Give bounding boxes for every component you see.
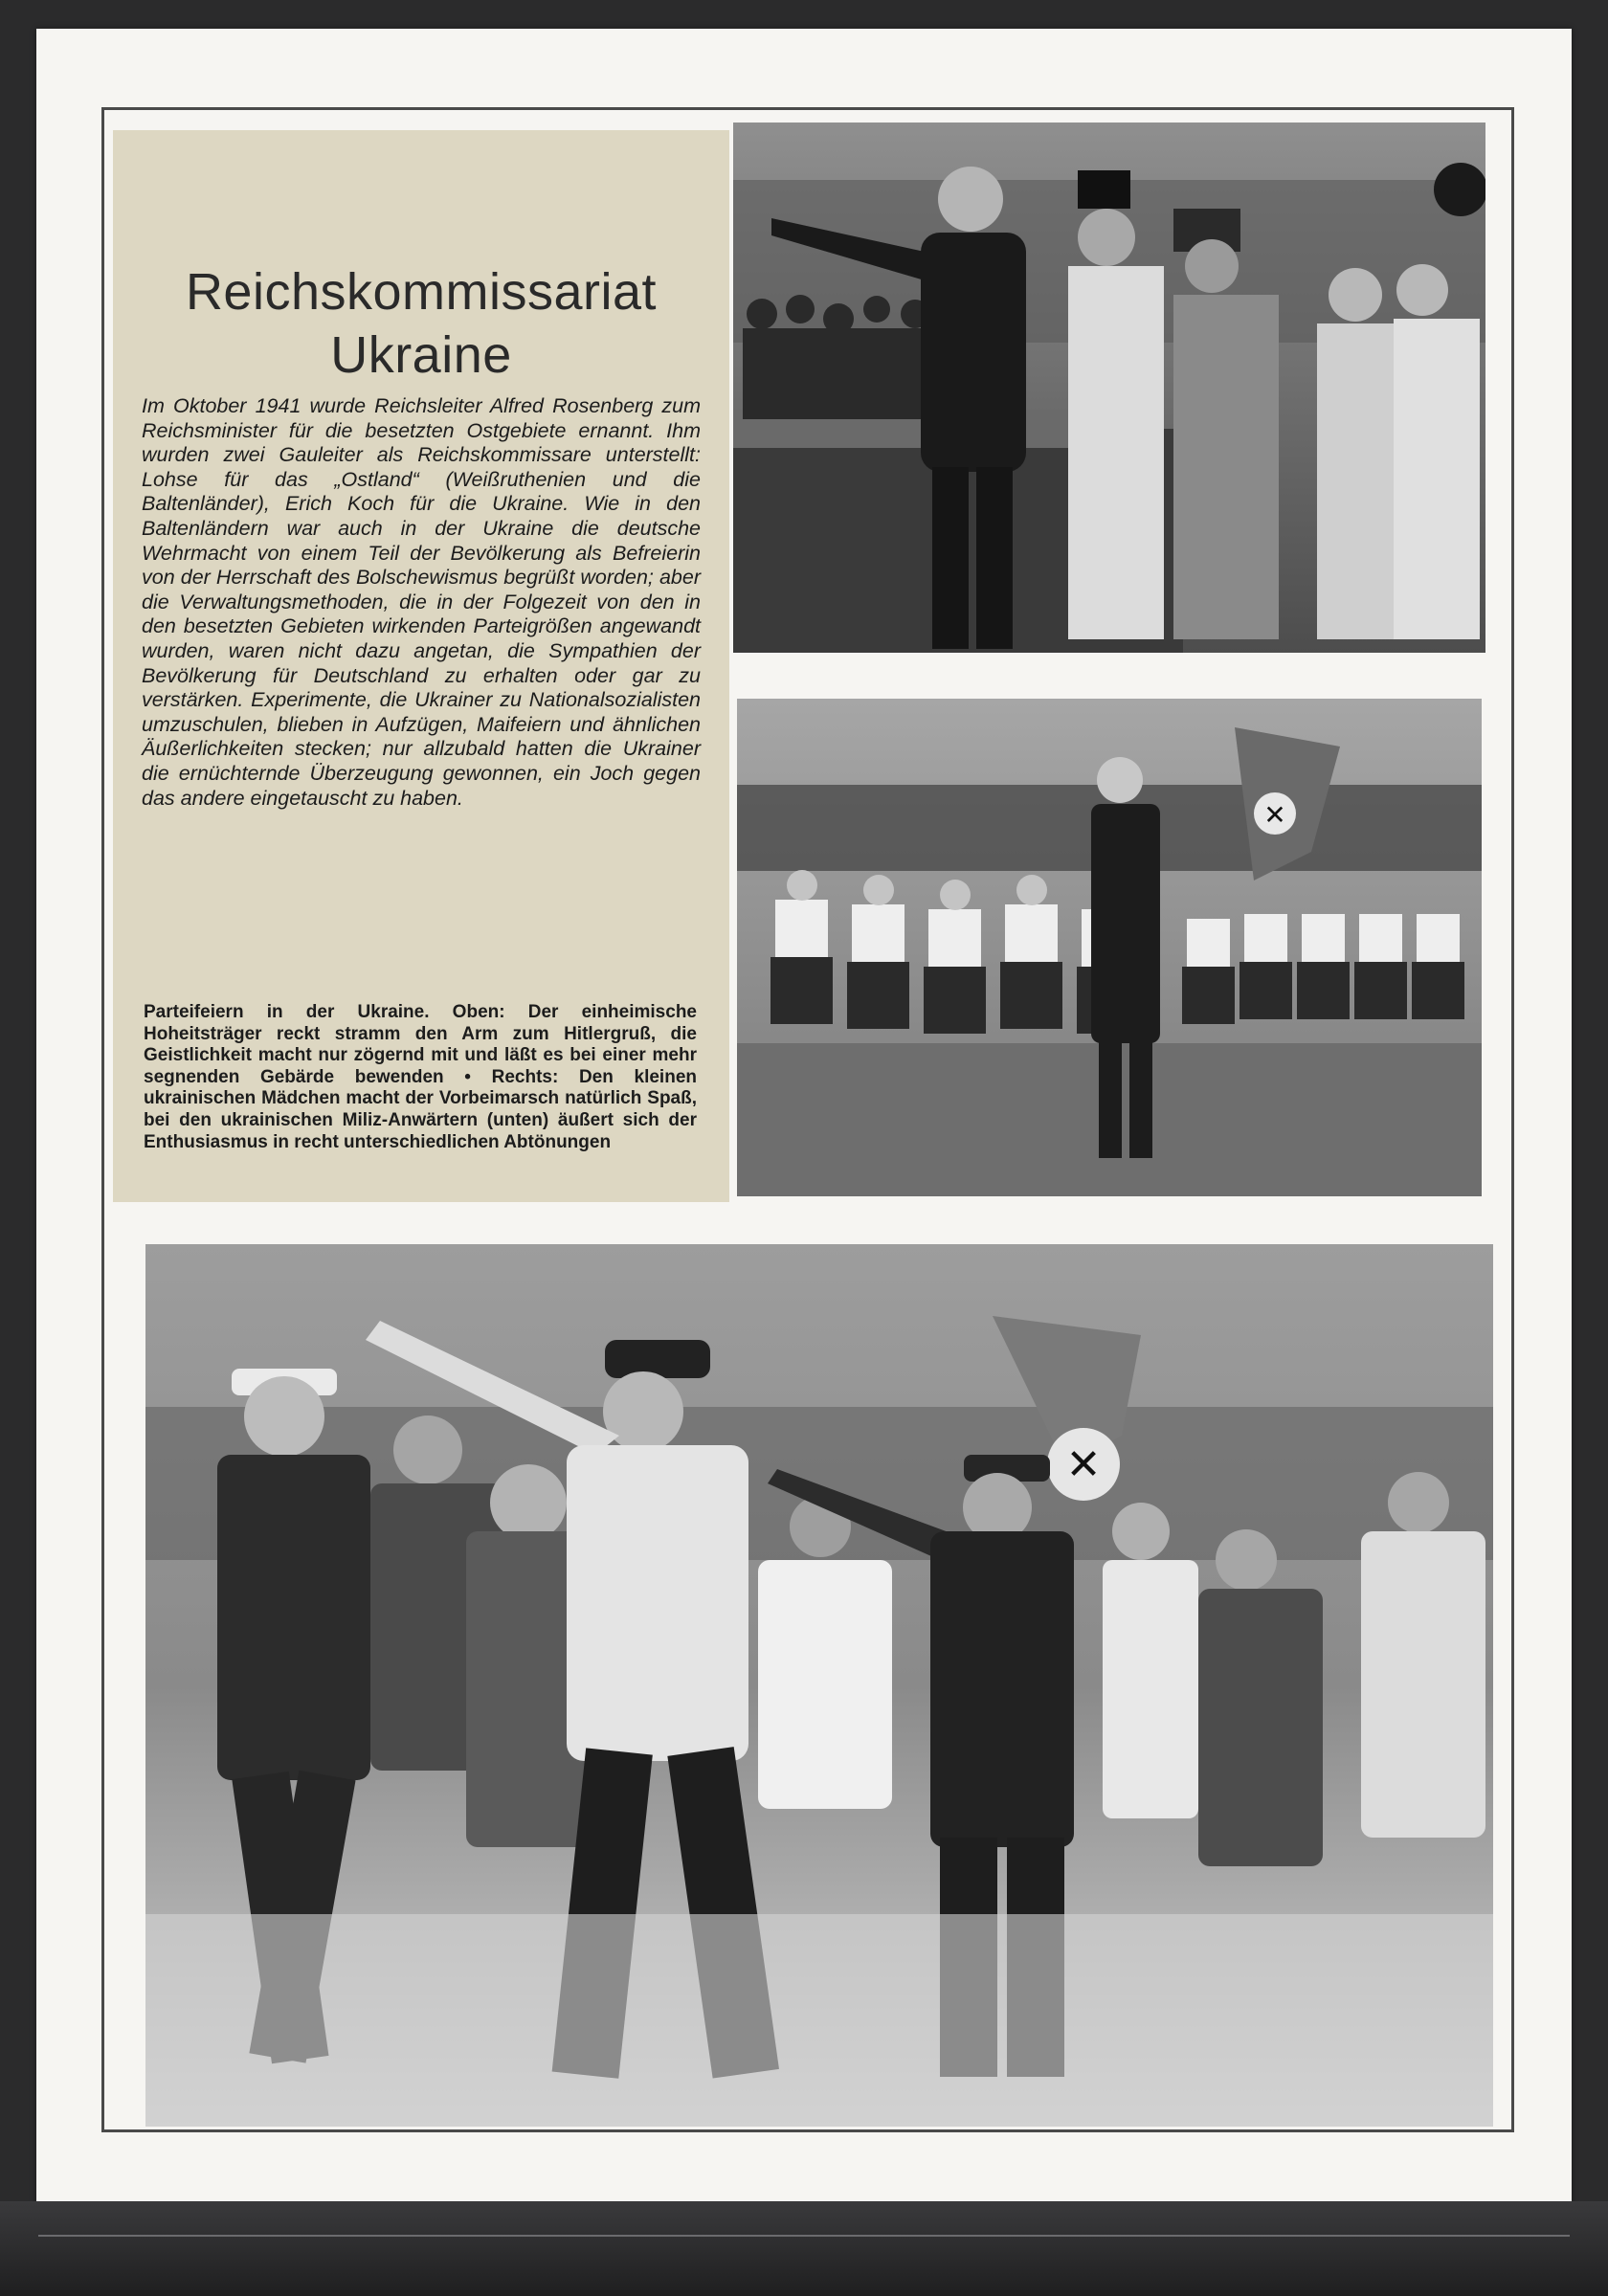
svg-text:✕: ✕: [1065, 1440, 1102, 1489]
article-title: [144, 260, 699, 387]
plastic-sleeve-edge: [0, 2201, 1608, 2296]
svg-text:✕: ✕: [1263, 799, 1286, 831]
photo-bottom: [145, 1244, 1493, 2127]
photo-middle: [737, 699, 1482, 1196]
title-line-2: Ukraine: [330, 326, 512, 384]
photo-caption: Parteifeiern in der Ukraine. Oben: Der einheimische Hoheitsträger reckt stramm den Arm zum Hitlergruß, die Geistlichkeit macht nur zögernd mit und läßt es bei einer mehr segnenden Gebärde bewenden • Rechts: Den kleinen ukrainischen Mädchen macht der Vorbeimarsch natürlich Spaß, bei den ukrainischen Miliz-Anwärtern (unten) äußert sich der Enthusiasmus in recht unterschiedlichen Abtönungen: [144, 1002, 697, 1152]
article-body: Im Oktober 1941 wurde Reichsleiter Alfred Rosenberg zum Reichsminister für die besetzten Ostgebiete ernannt. Ihm wurden zwei Gauleiter als Reichskommissare unterstellt: Lohse für das „Ostland“ (Weißruthenien und die Baltenländer), Erich Koch für die Ukraine. Wie in den Baltenländern war auch in der Ukraine die deutsche Wehrmacht von einem Teil der Bevölkerung als Befreierin von der Herrschaft des Bolschewismus begrüßt worden; aber die Verwaltungsmethoden, die in der Folgezeit von den in den besetzten Gebieten wirkenden Parteigrößen angewandt wurden, waren nicht dazu angetan, die Sympathien der Bevölkerung für Deutschland zu erhalten oder gar zu verstärken. Experimente, die Ukrainer zu Nationalsozialisten umzuschulen, blieben in Aufzügen, Maifeiern und ähnlichen Äußerlichkeiten stecken; nur allzubald hatten die Ukrainer die ernüchternde Überzeugung gewonnen, ein Joch gegen das andere eingetauscht zu haben.: [142, 394, 701, 810]
photo-top: [733, 123, 1485, 653]
sleeve-seam: [38, 2235, 1570, 2237]
title-line-1: Reichskommissariat: [185, 263, 658, 321]
